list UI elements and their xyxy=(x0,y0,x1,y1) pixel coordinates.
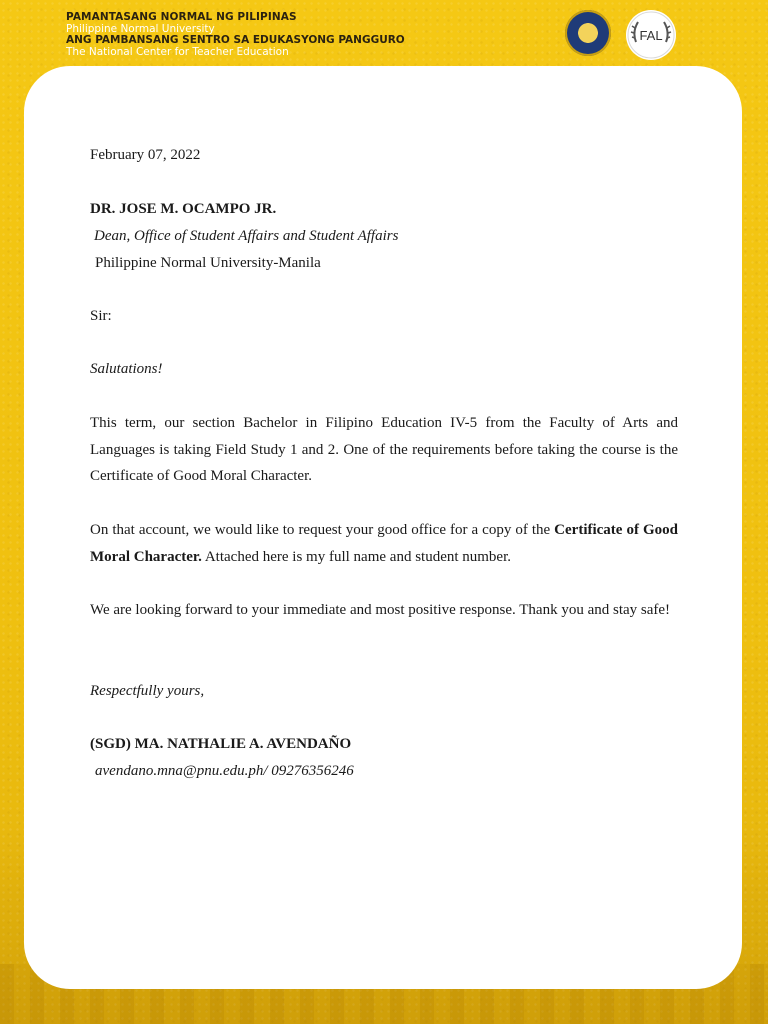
letter-date: February 07, 2022 xyxy=(90,147,201,163)
letterhead-center-filipino: ANG PAMBANSANG SENTRO SA EDUKASYONG PANGGURO xyxy=(66,34,405,46)
signatory-contact: avendano.mna@pnu.edu.ph/ 09276356246 xyxy=(95,763,354,779)
certificate-name: Certificate of Good Moral Character. xyxy=(90,522,678,565)
university-seal-icon xyxy=(565,10,611,56)
fal-logo xyxy=(626,10,676,60)
salutation: Sir: xyxy=(90,308,112,324)
recipient-title: Dean, Office of Student Affairs and Student Affairs xyxy=(94,228,399,244)
paragraph-request-context: This term, our section Bachelor in Filipino Education IV-5 from the Faculty of Arts and Languages is taking Field Study 1 and 2. One of the requirements before taking the course is the Certificate of Good Moral Character. xyxy=(90,415,678,484)
letterhead-university-english: Philippine Normal University xyxy=(66,22,215,35)
complimentary-close: Respectfully yours, xyxy=(90,683,205,699)
recipient-organization: Philippine Normal University-Manila xyxy=(95,255,321,271)
paragraph-request-attachment: Attached here is my full name and student number. xyxy=(201,548,512,565)
letterhead-university-filipino: PAMANTASANG NORMAL NG PILIPINAS xyxy=(66,11,297,23)
signatory-name: (SGD) MA. NATHALIE A. AVENDAÑO xyxy=(90,736,352,752)
recipient-name: DR. JOSE M. OCAMPO JR. xyxy=(90,201,277,217)
greeting: Salutations! xyxy=(90,361,163,377)
letterhead xyxy=(66,12,405,58)
paragraph-request-text: On that account, we would like to request your good office for a copy of the xyxy=(90,522,555,538)
paragraph-closing: We are looking forward to your immediate and most positive response. Thank you and stay safe! xyxy=(90,602,671,618)
fal-logo-text: FAL xyxy=(639,28,663,43)
letterhead-center-english: The National Center for Teacher Education xyxy=(66,45,289,58)
paragraph-request xyxy=(90,517,678,570)
